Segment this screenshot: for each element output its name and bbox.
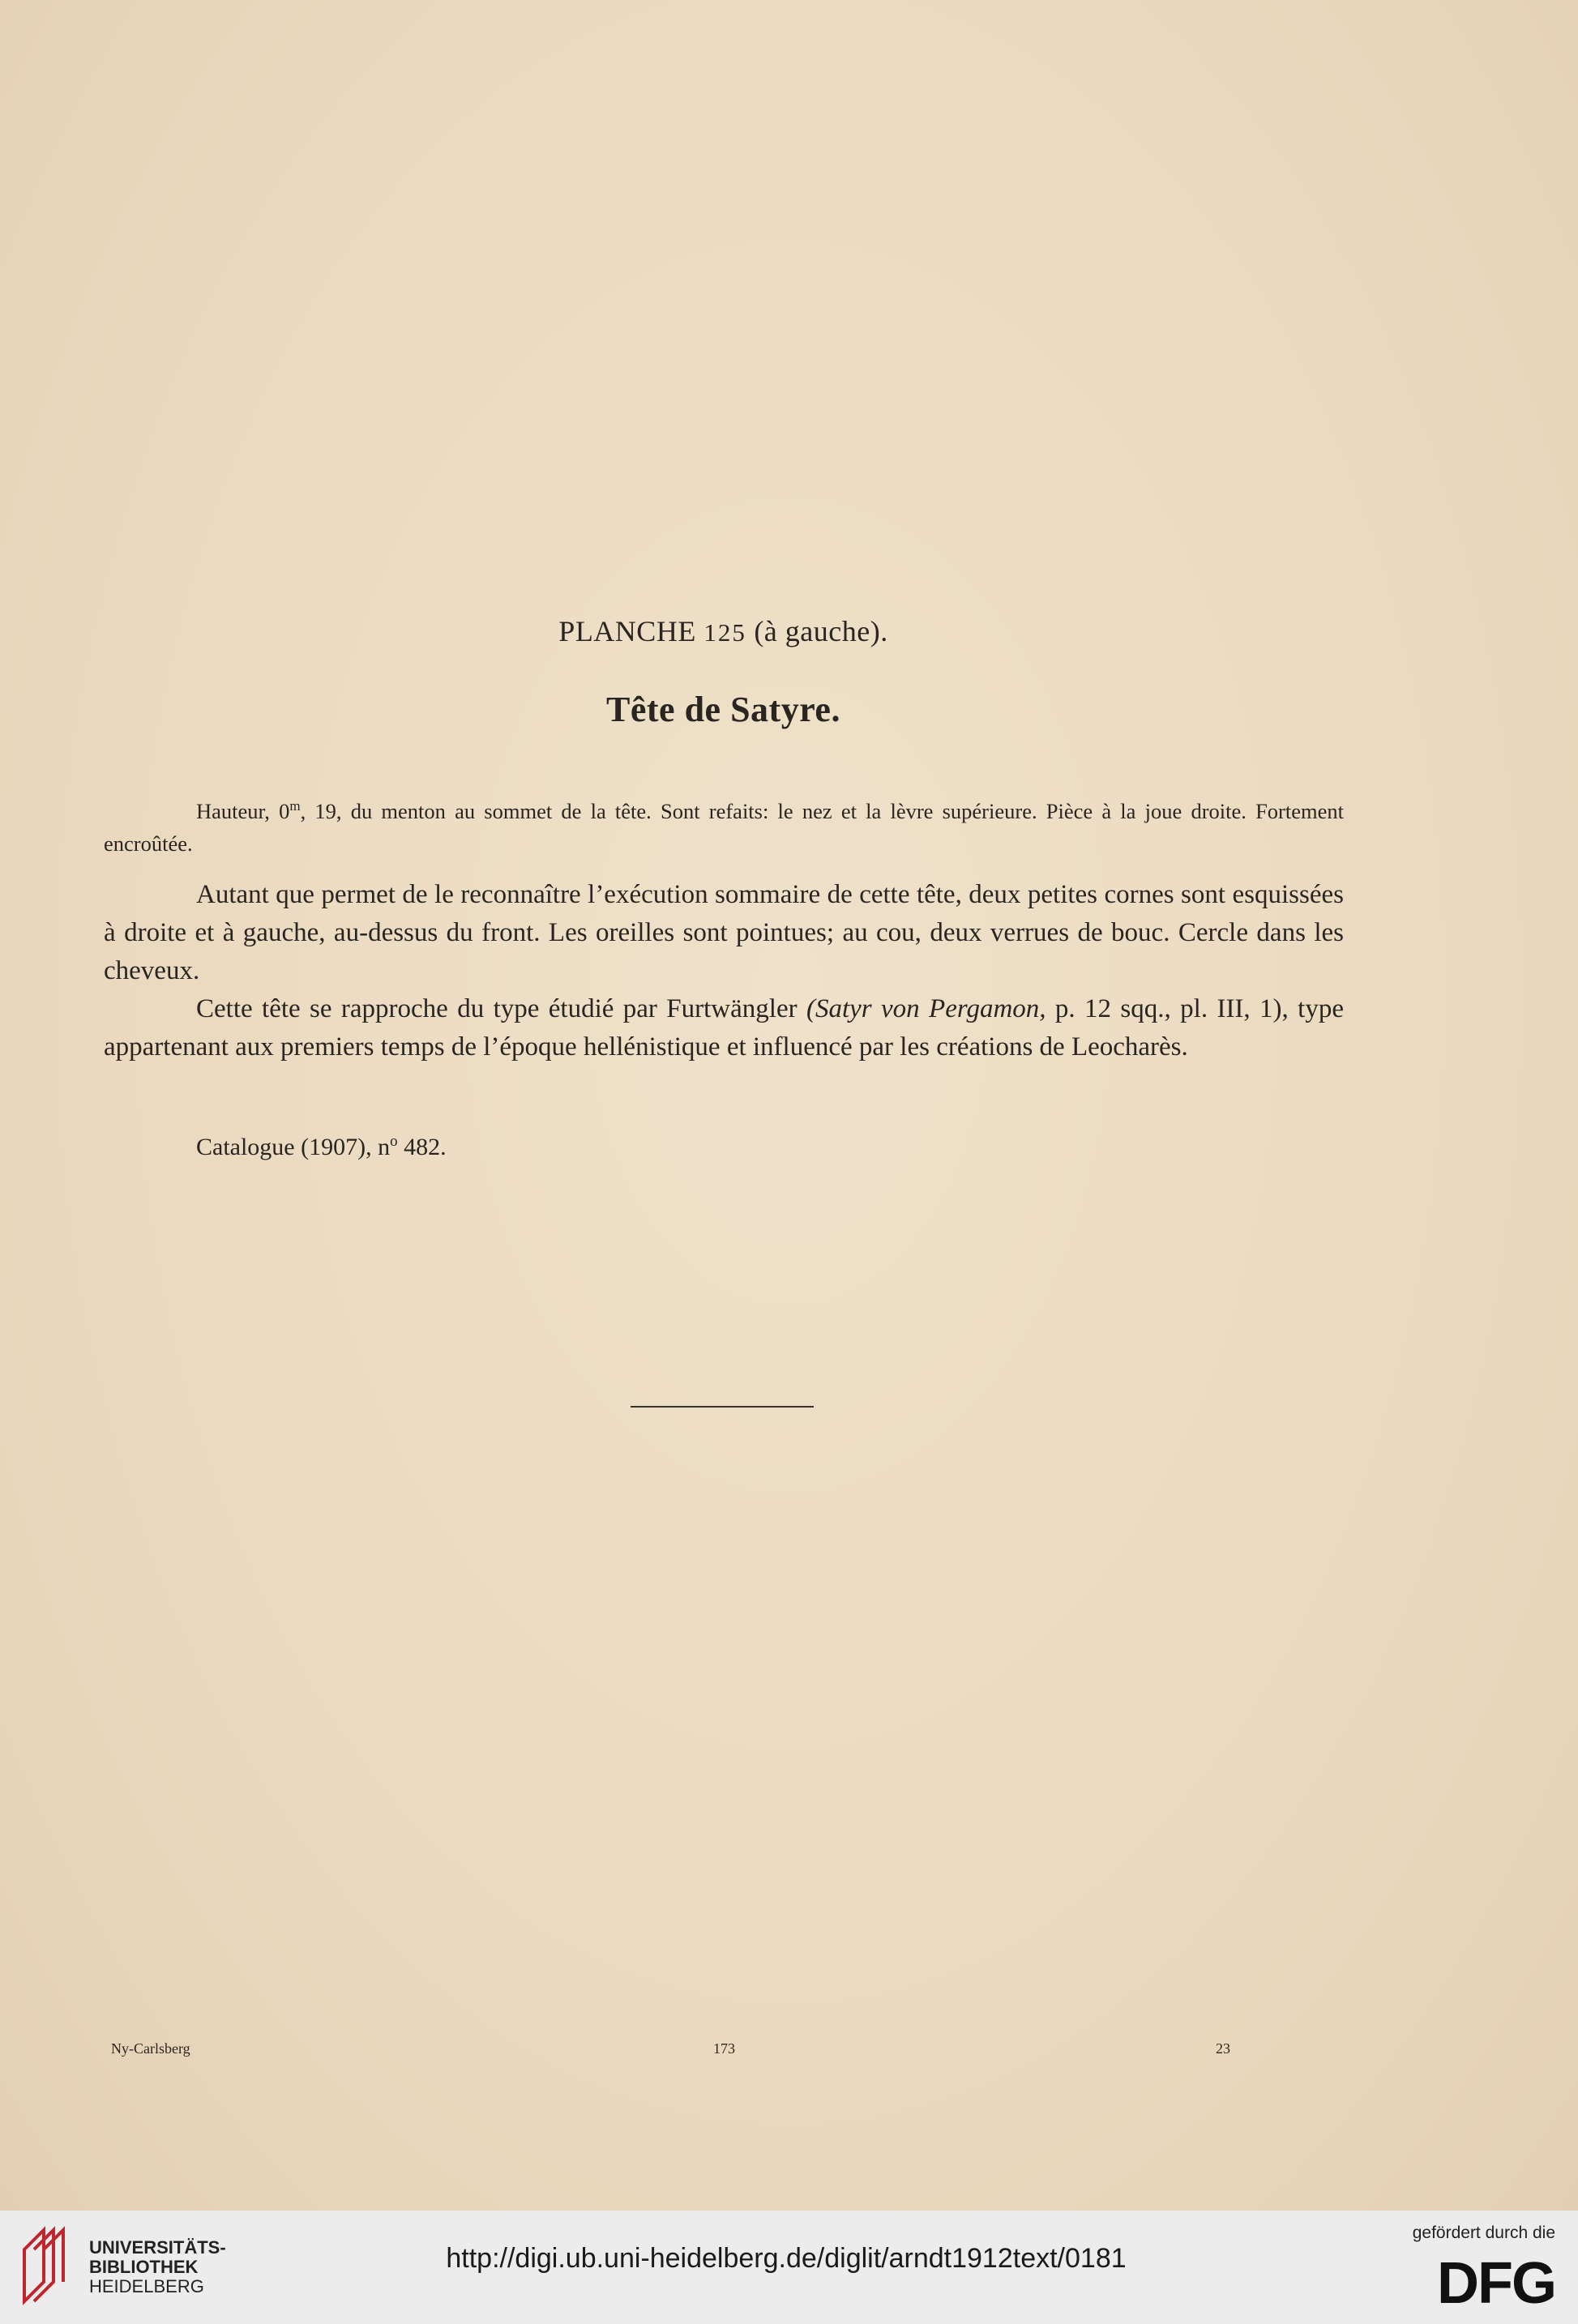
- paragraph-1: Autant que permet de le reconnaître l’exécution sommaire de cette tête, deux petites cornes sont esquissées à droite et à gauche, au-dessus du front. Les oreilles sont pointues; au cou, deux verrues de bouc. Cercle dans les cheveux.: [104, 880, 1344, 985]
- library-logo-icon: [18, 2225, 75, 2306]
- dfg-logo: DFG: [1437, 2251, 1555, 2316]
- description-block: [104, 876, 1344, 1066]
- footer-left: Ny-Carlsberg: [111, 2040, 190, 2057]
- sponsor-note: gefördert durch die: [1412, 2224, 1555, 2242]
- catalogue-reference: [196, 1133, 447, 1161]
- paragraph-2-text-1: Cette tête se rapproche du type étudié par Furtwängler: [196, 994, 806, 1023]
- measurements-sup: m: [289, 798, 301, 814]
- plate-number: 125: [703, 618, 746, 647]
- paragraph-2-text-2: p. 12 sqq., pl. III, 1), type appartenant aux premiers temps de l’époque hellénistique et influencé par les créations de Leocharès.: [104, 994, 1344, 1062]
- measurements-block: [104, 790, 1344, 860]
- library-name-line-1: UNIVERSITÄTS-: [89, 2237, 226, 2258]
- permalink-url[interactable]: http://digi.ub.uni-heidelberg.de/diglit/arndt1912text/0181: [446, 2243, 1127, 2274]
- page-title: Tête de Satyre.: [606, 690, 840, 729]
- paragraph-2: [104, 990, 1344, 1066]
- library-name: [89, 2238, 226, 2296]
- plate-label: [0, 614, 1447, 648]
- library-name-line-3: HEIDELBERG: [89, 2276, 204, 2296]
- catalogue-sup: o: [390, 1133, 398, 1150]
- plate-label-prefix: PLANCHE: [558, 615, 704, 647]
- plate-label-suffix: (à gauche).: [746, 615, 888, 647]
- measurements-paragraph: [104, 790, 1344, 860]
- measurements-text-2: , 19, du menton au sommet de la tête. Sont refaits: le nez et la lèvre supérieure. Pièce à la joue droite. Fortement encroûtée.: [104, 798, 1344, 856]
- measurements-text-1: Hauteur, 0: [196, 798, 290, 823]
- section-divider: [631, 1406, 814, 1408]
- footer-page-number: 173: [713, 2040, 735, 2057]
- catalogue-text-2: 482.: [397, 1134, 447, 1160]
- catalogue-text-1: Catalogue (1907), n: [196, 1134, 391, 1160]
- paragraph-2-italic: (Satyr von Pergamon,: [806, 994, 1046, 1023]
- footer-right: 23: [1216, 2040, 1230, 2057]
- library-name-line-2: BIBLIOTHEK: [89, 2257, 199, 2277]
